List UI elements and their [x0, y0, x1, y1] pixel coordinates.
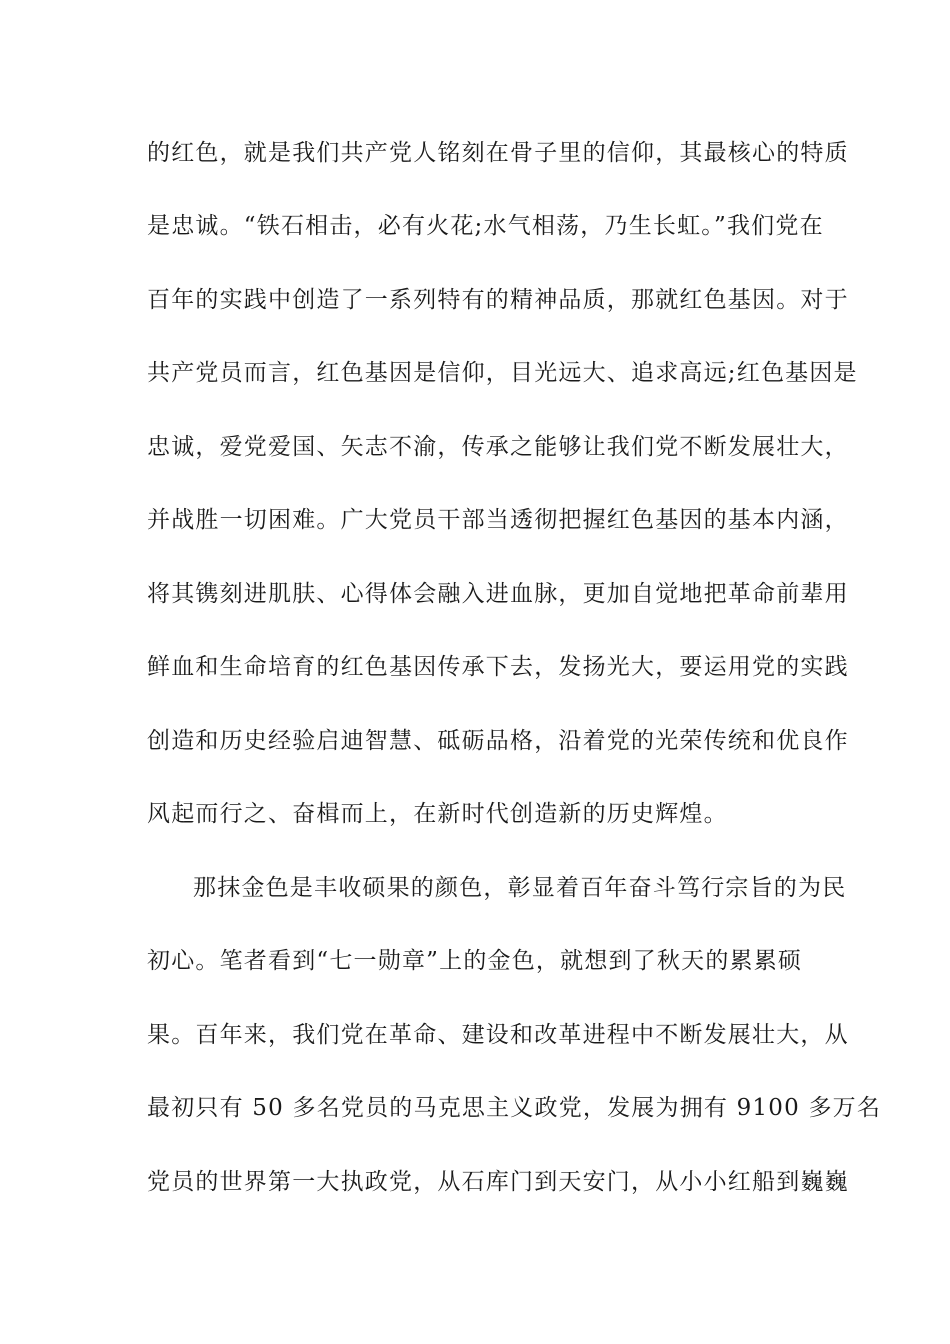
text-line-7: 将其镌刻进肌肤、心得体会融入进血脉，更加自觉地把革命前辈用	[147, 581, 849, 607]
text-line-5: 忠诚，爱党爱国、矢志不渝，传承之能够让我们党不断发展壮大，	[147, 434, 849, 460]
text-line-11: 那抹金色是丰收硕果的颜色，彰显着百年奋斗笃行宗旨的为民	[193, 875, 847, 901]
text-line-13: 果。百年来，我们党在革命、建设和改革进程中不断发展壮大，从	[147, 1022, 849, 1048]
text-line-6: 并战胜一切困难。广大党员干部当透彻把握红色基因的基本内涵，	[147, 507, 849, 533]
text-line-12: 初心。笔者看到“七一勋章”上的金色，就想到了秋天的累累硕	[147, 948, 803, 974]
text-line-2: 是忠诚。“铁石相击，必有火花;水气相荡，乃生长虹。”我们党在	[147, 213, 824, 239]
text-line-8: 鲜血和生命培育的红色基因传承下去，发扬光大，要运用党的实践	[147, 654, 849, 680]
text-line-15: 党员的世界第一大执政党，从石库门到天安门，从小小红船到巍巍	[147, 1169, 849, 1195]
text-line-14: 最初只有 50 多名党员的马克思主义政党，发展为拥有 9100 多万名	[147, 1095, 882, 1121]
text-line-9: 创造和历史经验启迪智慧、砥砺品格，沿着党的光荣传统和优良作	[147, 728, 849, 754]
text-line-3: 百年的实践中创造了一系列特有的精神品质，那就红色基因。对于	[147, 287, 849, 313]
text-line-10: 风起而行之、奋楫而上，在新时代创造新的历史辉煌。	[147, 801, 728, 827]
text-line-4: 共产党员而言，红色基因是信仰，目光远大、追求高远;红色基因是	[147, 360, 858, 386]
text-line-1: 的红色，就是我们共产党人铭刻在骨子里的信仰，其最核心的特质	[147, 140, 849, 166]
